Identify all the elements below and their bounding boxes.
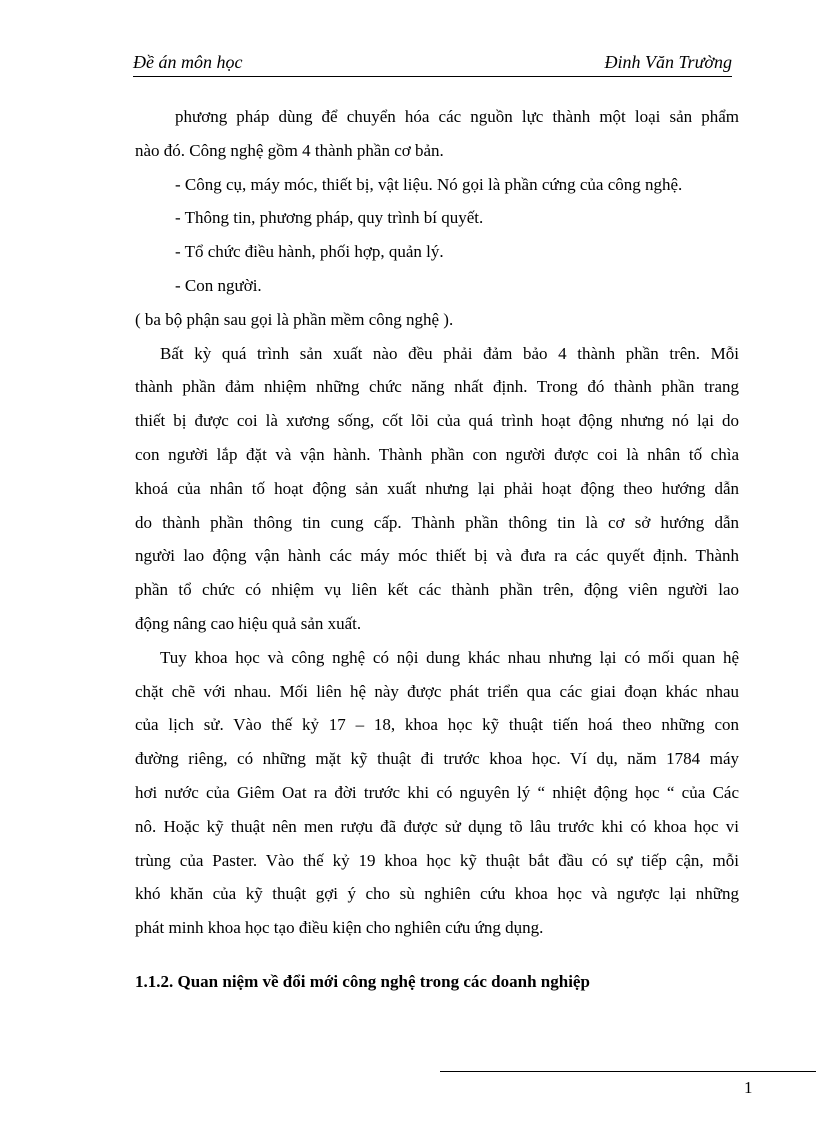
paragraph-line: nô. Hoặc kỹ thuật nên men rượu đã được sử dụng tõ lâu trước khi có khoa học vi bbox=[135, 816, 739, 836]
paragraph-line: thiết bị được coi là xương sống, cốt lõi của quá trình hoạt động nhưng nó lại do bbox=[135, 411, 739, 431]
bullet-item: - Con người. bbox=[175, 275, 262, 295]
footer-divider bbox=[440, 1071, 816, 1072]
paragraph-line: đường riêng, có những mặt kỹ thuật đi trước khoa học. Ví dụ, năm 1784 máy bbox=[135, 749, 739, 769]
paragraph-line: của lịch sử. Vào thế kỷ 17 – 18, khoa học kỹ thuật tiến hoá theo những con bbox=[135, 715, 739, 735]
paragraph-line: phần tổ chức có nhiệm vụ liên kết các thành phần trên, động viên người lao bbox=[135, 580, 739, 600]
paragraph-line: khoá của nhân tố hoạt động sản xuất nhưng lại phải hoạt động theo hướng dẫn bbox=[135, 478, 739, 498]
note-line: ( ba bộ phận sau gọi là phần mềm công nghệ ). bbox=[135, 309, 454, 329]
bullet-item: - Tổ chức điều hành, phối hợp, quản lý. bbox=[175, 242, 444, 262]
paragraph-line: con người lắp đặt và vận hành. Thành phần con người được coi là nhân tố chìa bbox=[135, 444, 739, 464]
paragraph-line: chặt chẽ với nhau. Mối liên hệ này được phát triển qua các giai đoạn khác nhau bbox=[135, 681, 739, 701]
paragraph-line: do thành phần thông tin cung cấp. Thành phần thông tin là cơ sở hướng dẫn bbox=[135, 512, 739, 532]
header-left: Đề án môn học bbox=[133, 52, 243, 72]
page-header bbox=[133, 50, 732, 77]
paragraph-line: người lao động vận hành các máy móc thiết bị và đưa ra các quyết định. Thành bbox=[135, 546, 739, 566]
paragraph-line: trùng của Paster. Vào thế kỷ 19 khoa học kỹ thuật bắt đầu có sự tiếp cận, mỗi bbox=[135, 850, 739, 870]
bullet-item: - Công cụ, máy móc, thiết bị, vật liệu. Nó gọi là phần cứng của công nghệ. bbox=[175, 174, 683, 194]
paragraph-line: phương pháp dùng để chuyển hóa các nguồn lực thành một loại sản phẩm bbox=[175, 107, 739, 126]
paragraph-line: hơi nước của Giêm Oat ra đời trước khi có nguyên lý “ nhiệt động học “ của Các bbox=[135, 782, 739, 802]
paragraph-line: thành phần đảm nhiệm những chức năng nhất định. Trong đó thành phần trang bbox=[135, 377, 739, 397]
paragraph-line: Bất kỳ quá trình sản xuất nào đều phải đảm bảo 4 thành phần trên. Mỗi bbox=[160, 343, 739, 363]
paragraph-line: nào đó. Công nghệ gồm 4 thành phần cơ bản. bbox=[135, 140, 444, 160]
paragraph-line: phát minh khoa học tạo điều kiện cho nghiên cứu ứng dụng. bbox=[135, 918, 544, 938]
page-number: 1 bbox=[744, 1078, 753, 1097]
paragraph-line: khó khăn của kỹ thuật gợi ý cho sù nghiên cứu khoa học và ngược lại những bbox=[135, 884, 739, 904]
document-body bbox=[135, 100, 739, 999]
bullet-item: - Thông tin, phương pháp, quy trình bí quyết. bbox=[175, 208, 484, 228]
paragraph-line: Tuy khoa học và công nghệ có nội dung khác nhau nhưng lại có mối quan hệ bbox=[160, 647, 739, 667]
section-heading: 1.1.2. Quan niệm về đổi mới công nghệ trong các doanh nghiệp bbox=[135, 971, 590, 991]
paragraph-line: động nâng cao hiệu quả sản xuất. bbox=[135, 613, 362, 633]
header-right: Đinh Văn Trường bbox=[604, 52, 732, 72]
